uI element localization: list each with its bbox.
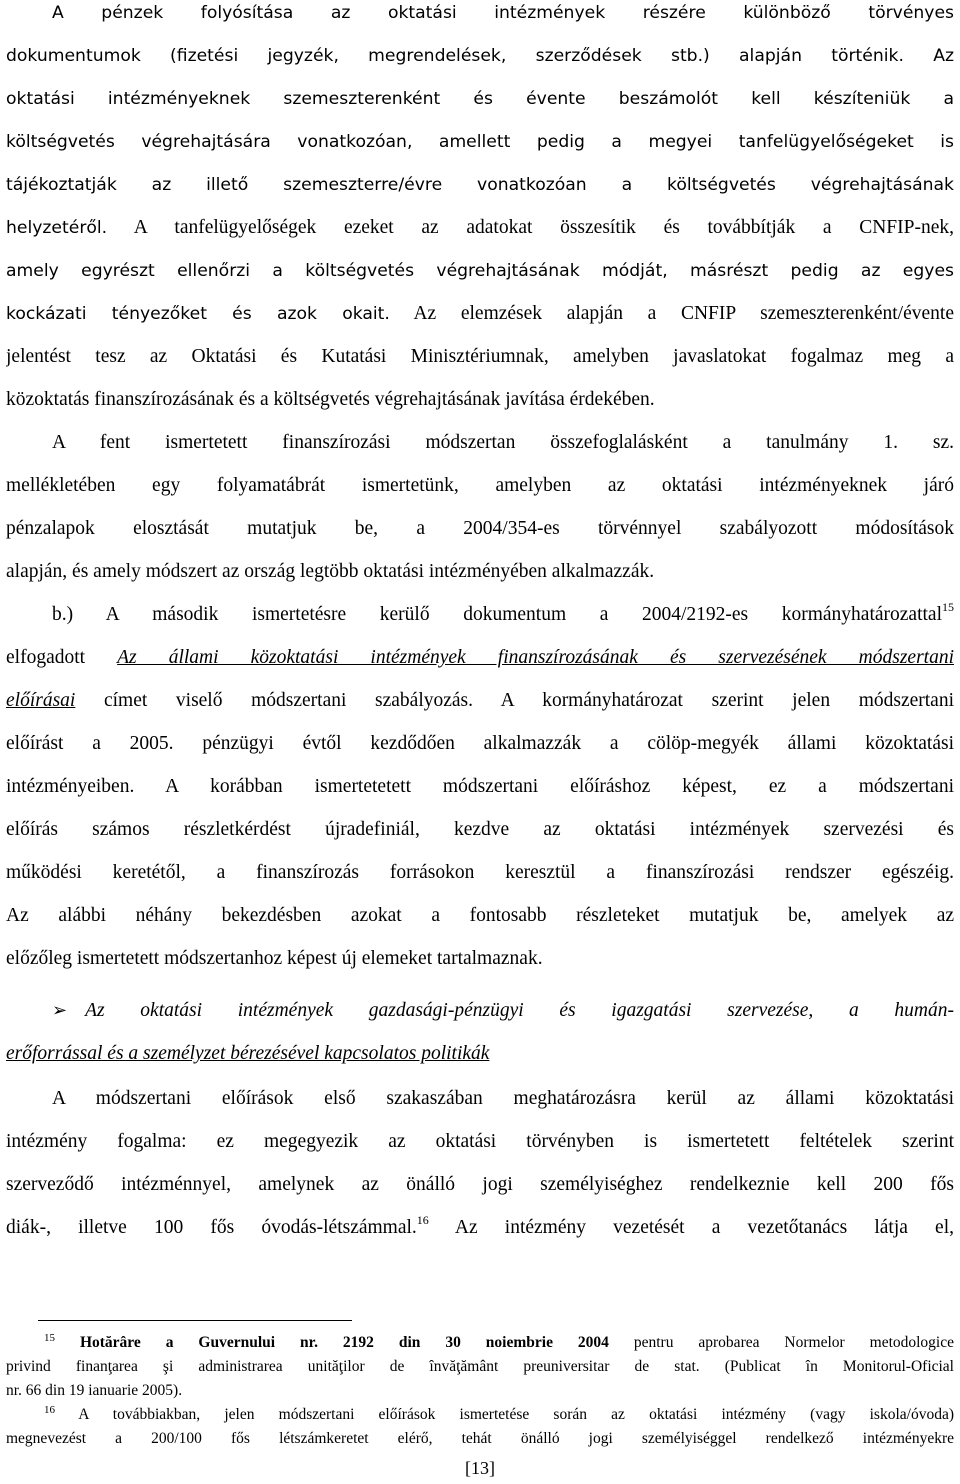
section-heading: [52, 998, 954, 1024]
paragraph-line: tájékoztatják az illető szemeszterre/évre vonatkozóan a költségvetés végrehajtásának: [6, 175, 954, 195]
text-run: kockázati tényezőket és azok okait.: [6, 304, 390, 324]
paragraph-line: alapján, és amely módszert az ország legtöbb oktatási intézményében alkalmazzák.: [6, 561, 655, 582]
text-run: b.) A második ismertetésre kerülő dokumentum a 2004/2192-es kormányhatározattal: [52, 604, 942, 625]
document-title-italic: Az állami közoktatási intézmények finanszírozásának és szervezésének módszertani: [117, 647, 954, 668]
paragraph-line: intézményeiben. A korábban ismertetetett módszertani előíráshoz képest, ez a módszertani: [6, 776, 954, 797]
footnote-bold-text: Hotărâre a Guvernului nr. 2192 din 30 noiembrie 2004: [79, 1334, 609, 1351]
paragraph-line: pénzalapok elosztását mutatjuk be, a 2004/354-es törvénnyel szabályozott módosítások: [6, 518, 954, 539]
text-run: diák-, illetve 100 fős óvodás-létszámmal.: [6, 1217, 417, 1238]
footnote-text: A továbbiakban, jelen módszertani előírások ismertetése során az oktatási intézmény (vagy iskola/óvoda): [55, 1406, 954, 1423]
paragraph-line: költségvetés végrehajtására vonatkozóan, amellett pedig a megyei tanfelügyelőségeket is: [6, 132, 954, 152]
paragraph-line: oktatási intézményeknek szemeszterenként és évente beszámolót kell készíteniük a: [6, 89, 954, 109]
paragraph-line: amely egyrészt ellenőrzi a költségvetés végrehajtásának módját, másrészt pedig az egyes: [6, 261, 954, 281]
paragraph-line: intézmény fogalma: ez megegyezik az oktatási törvényben is ismertetett feltételek szerint: [6, 1131, 954, 1152]
text-run: Az intézmény vezetését a vezetőtanács látja el,: [428, 1217, 954, 1238]
paragraph-line: [6, 645, 954, 671]
paragraph-line: [6, 301, 954, 327]
paragraph-line: [52, 602, 954, 628]
footnote-16: [6, 1404, 954, 1425]
page-number: [13]: [465, 1458, 495, 1478]
paragraph-line: [6, 1215, 954, 1241]
paragraph-line: előírást a 2005. pénzügyi évtől kezdődően alkalmazzák a cölöp-megyék állami közoktatási: [6, 733, 954, 754]
footnote-separator: [38, 1320, 352, 1321]
paragraph-line: jelentést tesz az Oktatási és Kutatási Minisztériumnak, amelyben javaslatokat fogalmaz meg a: [6, 346, 954, 367]
text-run: helyzetéről.: [6, 218, 108, 238]
footnote-text: pentru aprobarea Normelor metodologice: [608, 1334, 954, 1351]
paragraph-line: működési keretétől, a finanszírozás forrásokon keresztül a finanszírozási rendszer egészéig.: [6, 862, 954, 883]
paragraph-line: mellékletében egy folyamatábrát ismertetünk, amelyben az oktatási intézményeknek járó: [6, 475, 954, 496]
heading-text: Az oktatási intézmények gazdasági-pénzügyi és igazgatási szervezése, a humán-: [85, 1000, 954, 1021]
footnote-ref-15[interactable]: 15: [942, 602, 954, 614]
text-run: Az elemzések alapján a CNFIP szemeszterenként/évente: [389, 303, 954, 324]
arrow-bullet-icon: ➢: [52, 1000, 68, 1021]
paragraph-line: előzőleg ismertetett módszertanhoz képest új elemeket tartalmaznak.: [6, 948, 543, 969]
footnote-15-line: privind finanţarea şi administrarea unităţilor de învăţământ preuniversitar de stat. (Publicat în Monitorul-Oficial: [6, 1358, 954, 1375]
paragraph-line: előírás számos részletkérdést újradefiniál, kezdve az oktatási intézmények szervezési és: [6, 819, 954, 840]
paragraph-line: [6, 688, 954, 714]
paragraph-line: A módszertani előírások első szakaszában meghatározásra kerül az állami közoktatási: [52, 1088, 954, 1109]
footnote-15: [6, 1332, 954, 1353]
footnote-ref-16[interactable]: 16: [416, 1215, 429, 1227]
footnote-number: 15: [44, 1332, 55, 1344]
paragraph-line: [6, 215, 954, 241]
footnote-number: 16: [44, 1404, 55, 1416]
paragraph-line: közoktatás finanszírozásának és a költségvetés végrehajtásának javítása érdekében.: [6, 389, 655, 410]
section-heading: erőforrással és a személyzet bérezésével kapcsolatos politikák: [6, 1043, 490, 1064]
document-title-italic: előírásai: [6, 690, 76, 711]
paragraph-line: Az alábbi néhány bekezdésben azokat a fontosabb részleteket mutatjuk be, amelyek az: [6, 905, 954, 926]
text-run: elfogadott: [6, 647, 86, 668]
footnote-15-line: nr. 66 din 19 ianuarie 2005).: [6, 1382, 183, 1399]
paragraph-line: A fent ismertetett finanszírozási módszertan összefoglalásként a tanulmány 1. sz.: [52, 432, 954, 453]
text-run: címet viselő módszertani szabályozás. A kormányhatározat szerint jelen módszertani: [75, 690, 954, 711]
paragraph-line: dokumentumok (fizetési jegyzék, megrendelések, szerződések stb.) alapján történik. Az: [6, 46, 954, 66]
paragraph-line: szerveződő intézménnyel, amelynek az önálló jogi személyiséghez rendelkeznie kell 200 fős: [6, 1174, 954, 1195]
footnote-16-line: megnevezést a 200/100 fős létszámkeretet elérő, tehát önálló jogi személyiséggel rendelkező intézményekre: [6, 1430, 954, 1447]
paragraph-line: A pénzek folyósítása az oktatási intézmények részére különböző törvényes: [52, 3, 954, 23]
text-run: A tanfelügyelőségek ezeket az adatokat összesítik és továbbítják a CNFIP-nek,: [107, 217, 954, 238]
